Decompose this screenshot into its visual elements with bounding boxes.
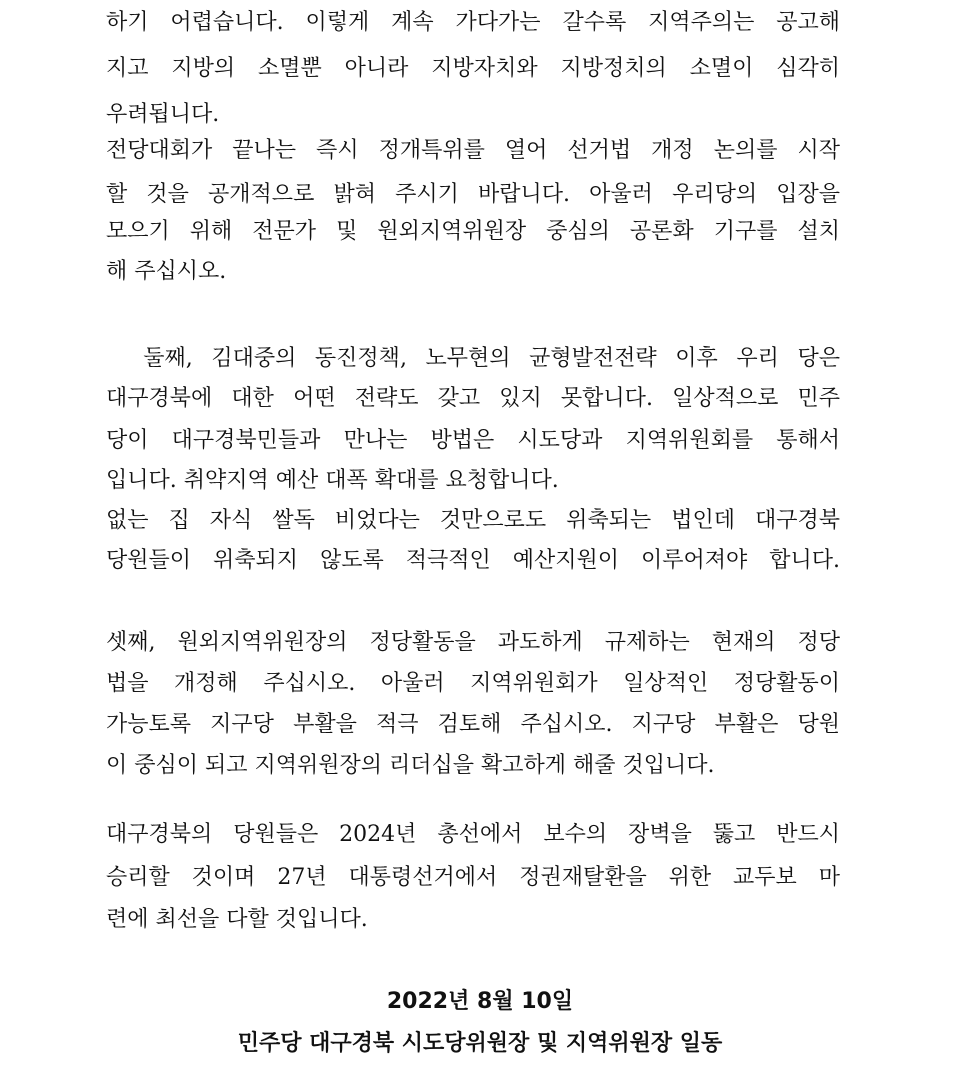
text-line: 이 중심이 되고 지역위원장의 리더십을 확고하게 해줄 것입니다. — [106, 753, 715, 778]
text-line: 둘째, 김대중의 동진정책, 노무현의 균형발전전략 이후 우리 당은 — [106, 346, 840, 371]
text-line: 당원들이 위축되지 않도록 적극적인 예산지원이 이루어져야 합니다. — [106, 548, 840, 573]
text-line: 련에 최선을 다할 것입니다. — [106, 907, 368, 932]
text-line: 지고 지방의 소멸뿐 아니라 지방자치와 지방정치의 소멸이 심각히 — [106, 56, 840, 81]
text-line: 모으기 위해 전문가 및 원외지역위원장 중심의 공론화 기구를 설치 — [106, 219, 840, 244]
text-line: 없는 집 자식 쌀독 비었다는 것만으로도 위축되는 법인데 대구경북 — [106, 508, 840, 533]
letter-signatory: 민주당 대구경북 시도당위원장 및 지역위원장 일동 — [237, 1031, 723, 1056]
text-line: 법을 개정해 주십시오. 아울러 지역위원회가 일상적인 정당활동이 — [106, 671, 840, 696]
text-line: 할 것을 공개적으로 밝혀 주시기 바랍니다. 아울러 우리당의 입장을 — [106, 182, 840, 207]
letter-date: 2022년 8월 10일 — [386, 989, 574, 1014]
text-line: 전당대회가 끝나는 즉시 정개특위를 열어 선거법 개정 논의를 시작 — [106, 138, 840, 163]
text-line: 대구경북의 당원들은 2024년 총선에서 보수의 장벽을 뚫고 반드시 — [106, 822, 840, 847]
text-line: 당이 대구경북민들과 만나는 방법은 시도당과 지역위원회를 통해서 — [106, 428, 840, 453]
text-line: 입니다. 취약지역 예산 대폭 확대를 요청합니다. — [106, 468, 559, 493]
text-line: 셋째, 원외지역위원장의 정당활동을 과도하게 규제하는 현재의 정당 — [106, 630, 840, 655]
text-line: 승리할 것이며 27년 대통령선거에서 정권재탈환을 위한 교두보 마 — [106, 865, 840, 890]
text-line: 우려됩니다. — [106, 102, 220, 127]
text-line: 가능토록 지구당 부활을 적극 검토해 주십시오. 지구당 부활은 당원 — [106, 712, 840, 737]
text-line: 대구경북에 대한 어떤 전략도 갖고 있지 못합니다. 일상적으로 민주 — [106, 386, 840, 411]
text-line: 해 주십시오. — [106, 259, 227, 284]
text-line: 하기 어렵습니다. 이렇게 계속 가다가는 갈수록 지역주의는 공고해 — [106, 10, 840, 35]
